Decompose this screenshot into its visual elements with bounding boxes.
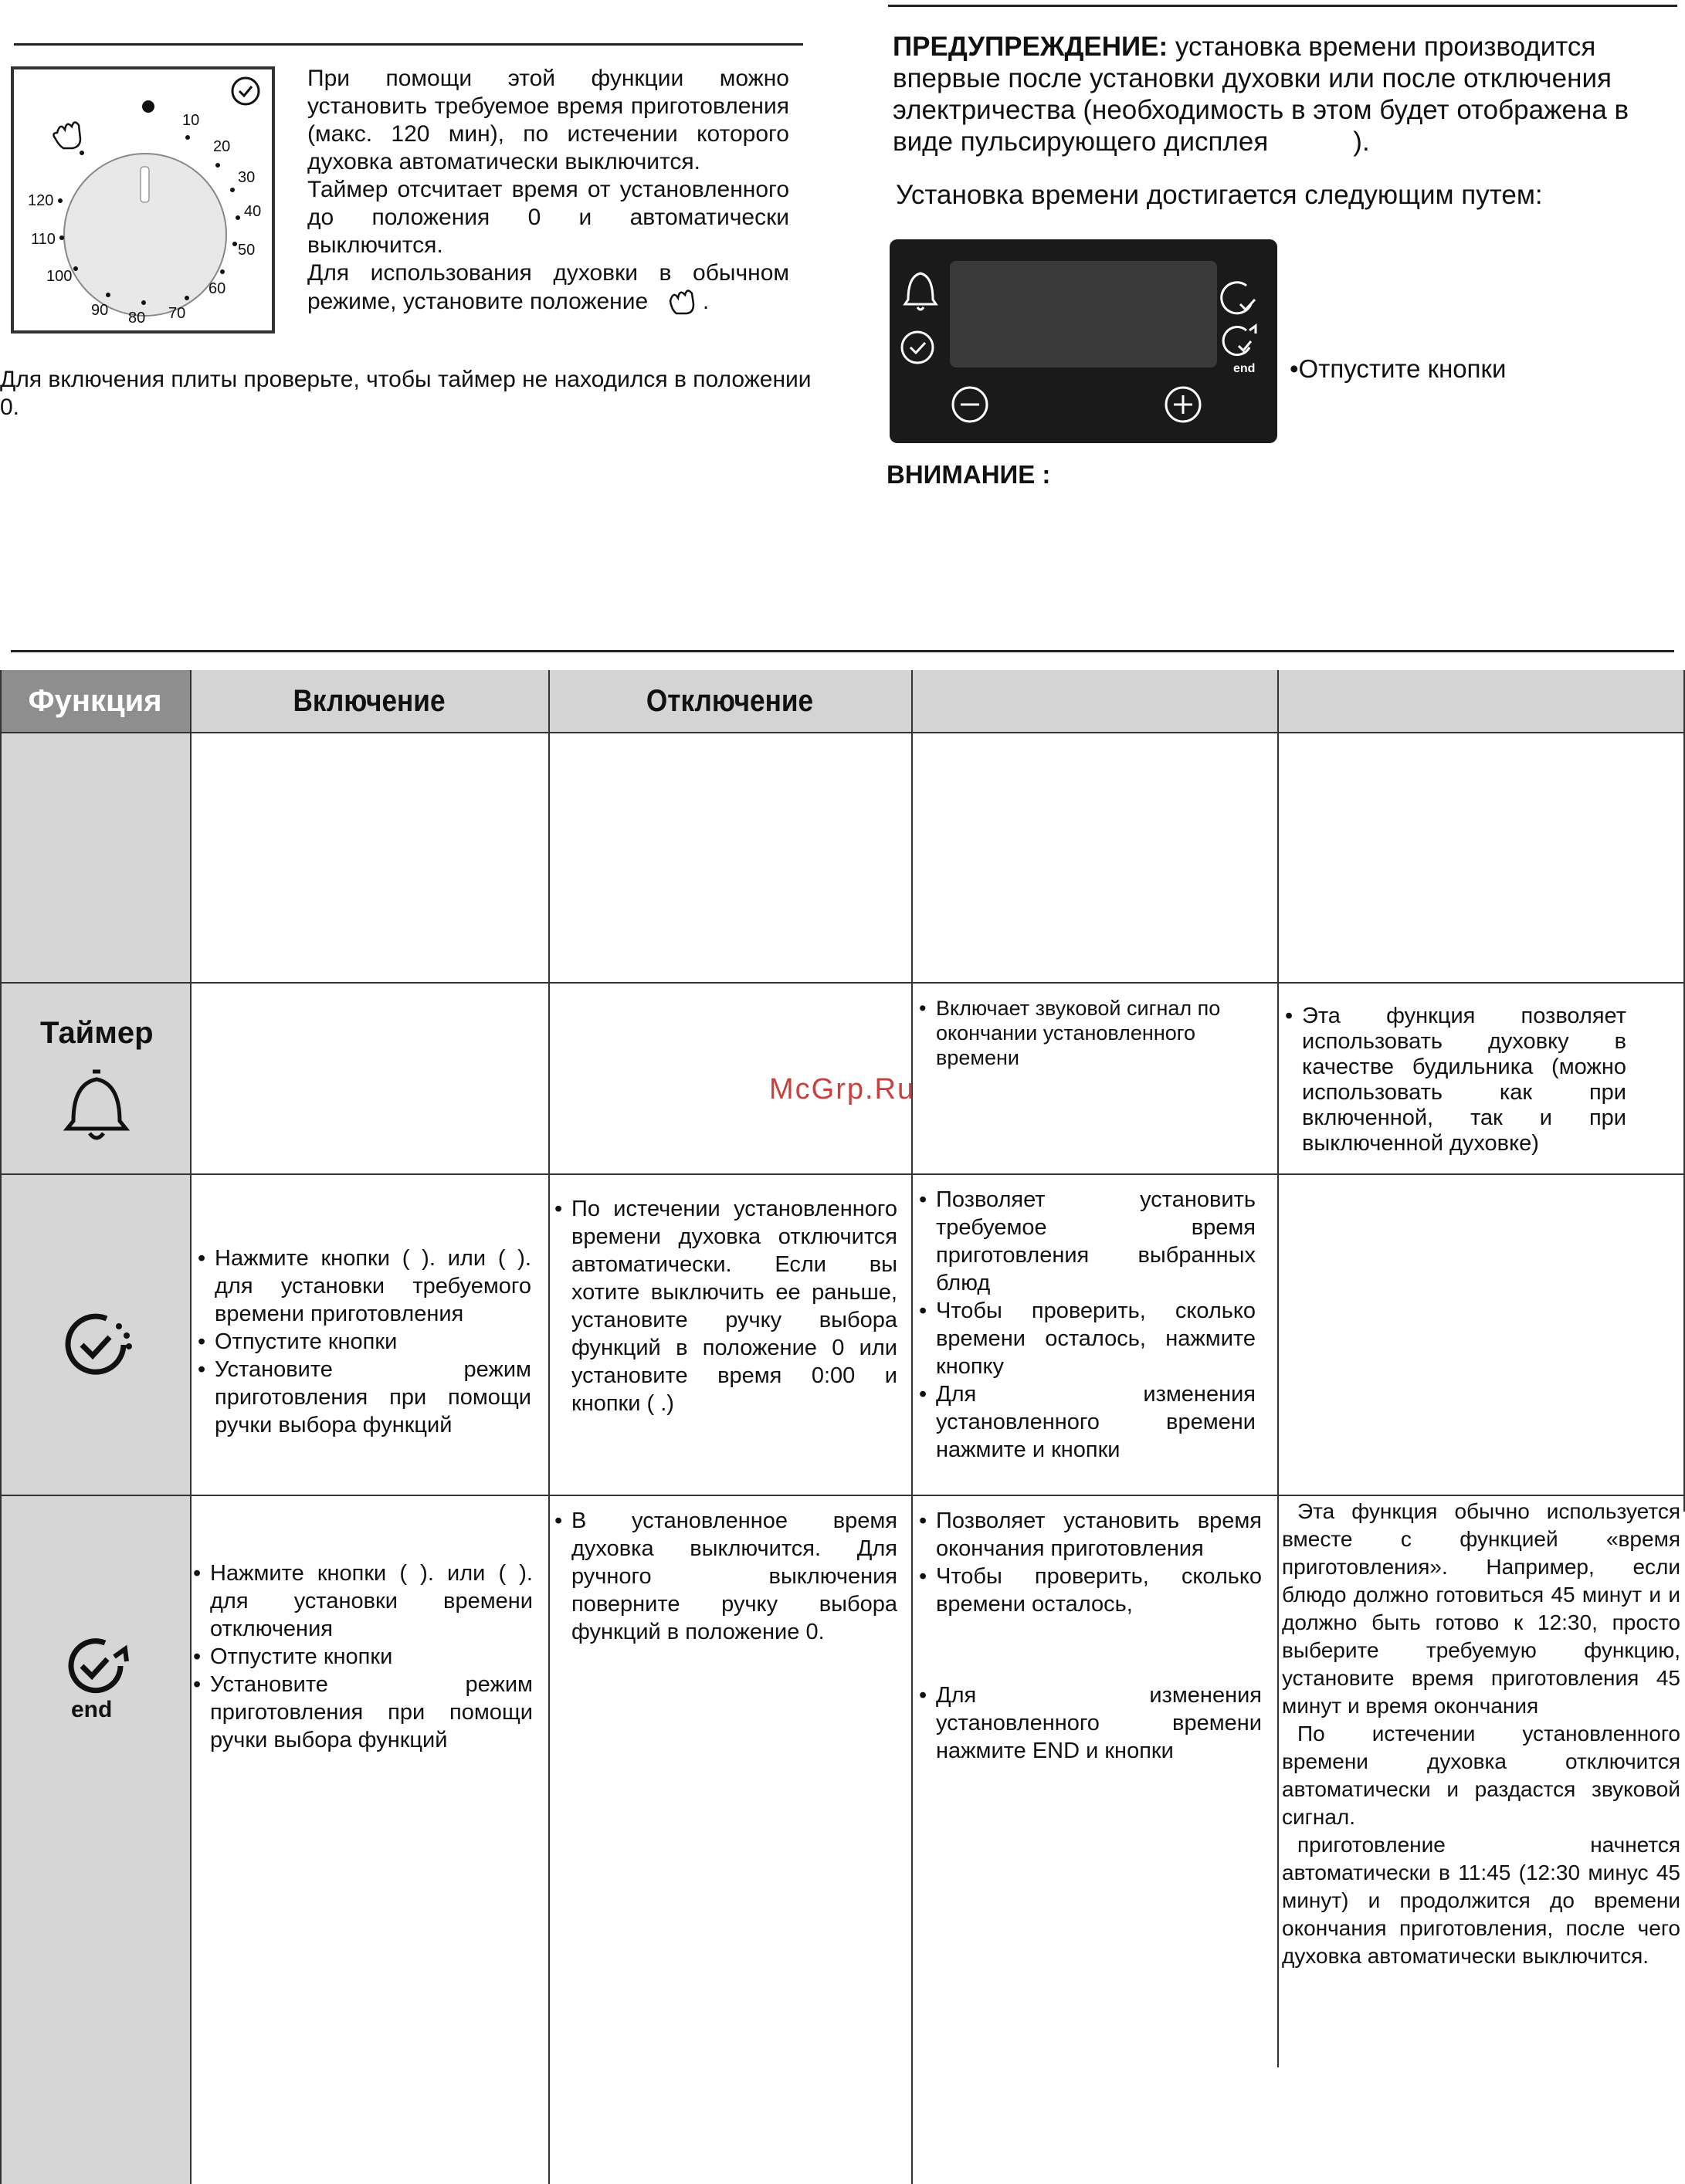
panel-end-label: end: [1233, 362, 1256, 375]
end-off: [554, 1507, 897, 1646]
dial-mark-40: 40: [244, 203, 262, 220]
timer-description-2: Таймер отсчитает время от установленного до положения 0 и автоматически выключится.: [307, 177, 789, 258]
duration-icon-left: [902, 332, 933, 363]
stove-note: Для включения плиты проверьте, чтобы таймер не находился в положении 0.: [0, 367, 812, 420]
warning-label: ПРЕДУПРЕЖДЕНИЕ:: [893, 32, 1168, 62]
timer-description-3-end: .: [702, 289, 710, 314]
timer-col5: [1285, 1004, 1626, 1156]
timer-label: Таймер: [40, 1016, 154, 1050]
header-function: Функция: [0, 670, 190, 732]
timer-description: [307, 65, 789, 316]
table-top-rule: [11, 650, 1674, 652]
end-on: [193, 1559, 533, 1754]
end-icon-panel: [1223, 326, 1256, 355]
attention-label: ВНИМАНИЕ :: [887, 460, 1051, 489]
top-left-rule: [14, 43, 803, 46]
timer-dial-figure: [11, 66, 275, 334]
end-col4-2: • Чтобы проверить, сколько времени осталось,: [919, 1563, 1262, 1618]
header-col5: [1277, 670, 1685, 732]
end-icon-label: end: [71, 1697, 113, 1722]
watermark: McGrp.Ru: [769, 1073, 916, 1106]
function-column: [0, 732, 190, 2184]
end-icon: [56, 1630, 141, 1723]
header-col4: [911, 670, 1277, 732]
warning-text: установка времени производится впервые после установки духовки или после отключения электричества (необходимость в этом будет отображена в виде пульсирующего дисплея: [893, 32, 1629, 157]
bell-icon: [905, 273, 936, 310]
minus-icon: [953, 388, 987, 422]
timer-col5-item: • Эта функция позволяет использовать духовку в качестве будильника (можно использовать как при включенной, так и при выключенной духовке): [1285, 1004, 1626, 1156]
end-col4: [919, 1507, 1262, 1765]
dial-mark-120: 120: [28, 192, 54, 209]
setup-instruction: Установка времени достигается следующим путем:: [896, 180, 1543, 210]
function-table: [0, 670, 1685, 2184]
end-on-1: • Нажмите кнопки ( ). или ( ). для установки времени отключения: [193, 1559, 533, 1643]
duration-on: [198, 1244, 531, 1439]
duration-on-2: • Отпустите кнопки: [198, 1328, 531, 1356]
duration-col4-3: • Для изменения установленного времени нажмите и кнопки: [919, 1380, 1256, 1464]
header-on: Включение: [293, 683, 446, 718]
hand-icon: [664, 287, 697, 315]
duration-col4: [919, 1186, 1256, 1464]
dial-mark-50: 50: [238, 242, 256, 259]
warning-paragraph: [893, 31, 1673, 157]
timer-col4-item: • Включает звуковой сигнал по окончании установленного времени: [919, 996, 1243, 1070]
end-col4-3: • Для изменения установленного времени нажмите END и кнопки: [919, 1681, 1262, 1765]
end-on-2: • Отпустите кнопки: [193, 1643, 533, 1671]
timer-col4: [919, 996, 1243, 1070]
timer-description-1: При помощи этой функции можно установить требуемое время приготовления (макс. 120 мин), по истечении которого духовка автоматически выключится.: [307, 66, 789, 174]
dial-mark-90: 90: [91, 302, 109, 319]
dial-mark-20: 20: [213, 138, 231, 155]
end-col4-1: • Позволяет установить время окончания приготовления: [919, 1507, 1262, 1563]
dial-mark-70: 70: [168, 305, 186, 322]
control-panel: [890, 239, 1277, 443]
duration-col4-2: • Чтобы проверить, сколько времени осталось, нажмите кнопку: [919, 1297, 1256, 1380]
end-col5-2: По истечении установленного времени духовка отключится автоматически и раздастся звуковой сигнал.: [1282, 1722, 1680, 1829]
dial-mark-100: 100: [46, 268, 73, 285]
bell-icon: [62, 1065, 131, 1143]
header-off: Отключение: [646, 683, 814, 718]
duration-on-3: • Установите режим приготовления при помощи ручки выбора функций: [198, 1356, 531, 1439]
end-col5-1: Эта функция обычно используется вместе с функцией «время приготовления». Например, если блюдо должно готовиться 45 минут и и должно быть готово к 12:30, просто выберите требуемую функцию, установите время приготовления 45 минут и время окончания: [1282, 1499, 1680, 1718]
panel-icons: [890, 239, 1277, 443]
dial-mark-110: 110: [31, 231, 56, 248]
dial-mark-10: 10: [182, 112, 200, 129]
duration-icon-right: [1222, 283, 1255, 313]
end-on-3: • Установите режим приготовления при помощи ручки выбора функций: [193, 1671, 533, 1754]
end-col5-3: приготовление начнется автоматически в 11:45 (12:30 минус 45 минут) и продолжится до времени окончания приготовления, после чего духовка автоматически выключится.: [1282, 1833, 1680, 1968]
warning-end: ).: [1353, 127, 1370, 157]
duration-icon: [56, 1302, 141, 1387]
duration-off: [554, 1195, 897, 1417]
dial-mark-60: 60: [209, 280, 226, 297]
end-off-1: • В установленное время духовка выключится. Для ручного выключения поверните ручку выбора функций в положение 0.: [554, 1507, 897, 1646]
timer-dial: [14, 69, 272, 330]
duration-off-1: • По истечении установленного времени духовка отключится автоматически. Если вы хотите выключить ее раньше, установите ручку выбора функций в положение 0 или установите время 0:00 и кнопки ( .): [554, 1195, 897, 1417]
plus-icon: [1166, 388, 1200, 422]
duration-on-1: • Нажмите кнопки ( ). или ( ). для установки требуемого времени приготовления: [198, 1244, 531, 1328]
duration-col4-1: • Позволяет установить требуемое время приготовления выбранных блюд: [919, 1186, 1256, 1297]
dial-mark-80: 80: [128, 310, 146, 327]
timer-description-3-text: Для использования духовки в обычном режиме, установите положение: [307, 260, 789, 314]
end-col5: [1282, 1498, 1680, 1970]
top-right-rule: [888, 5, 1677, 7]
release-buttons-note: •Отпустите кнопки: [1290, 354, 1507, 383]
timer-description-3: [307, 259, 789, 316]
dial-mark-30: 30: [238, 169, 256, 186]
